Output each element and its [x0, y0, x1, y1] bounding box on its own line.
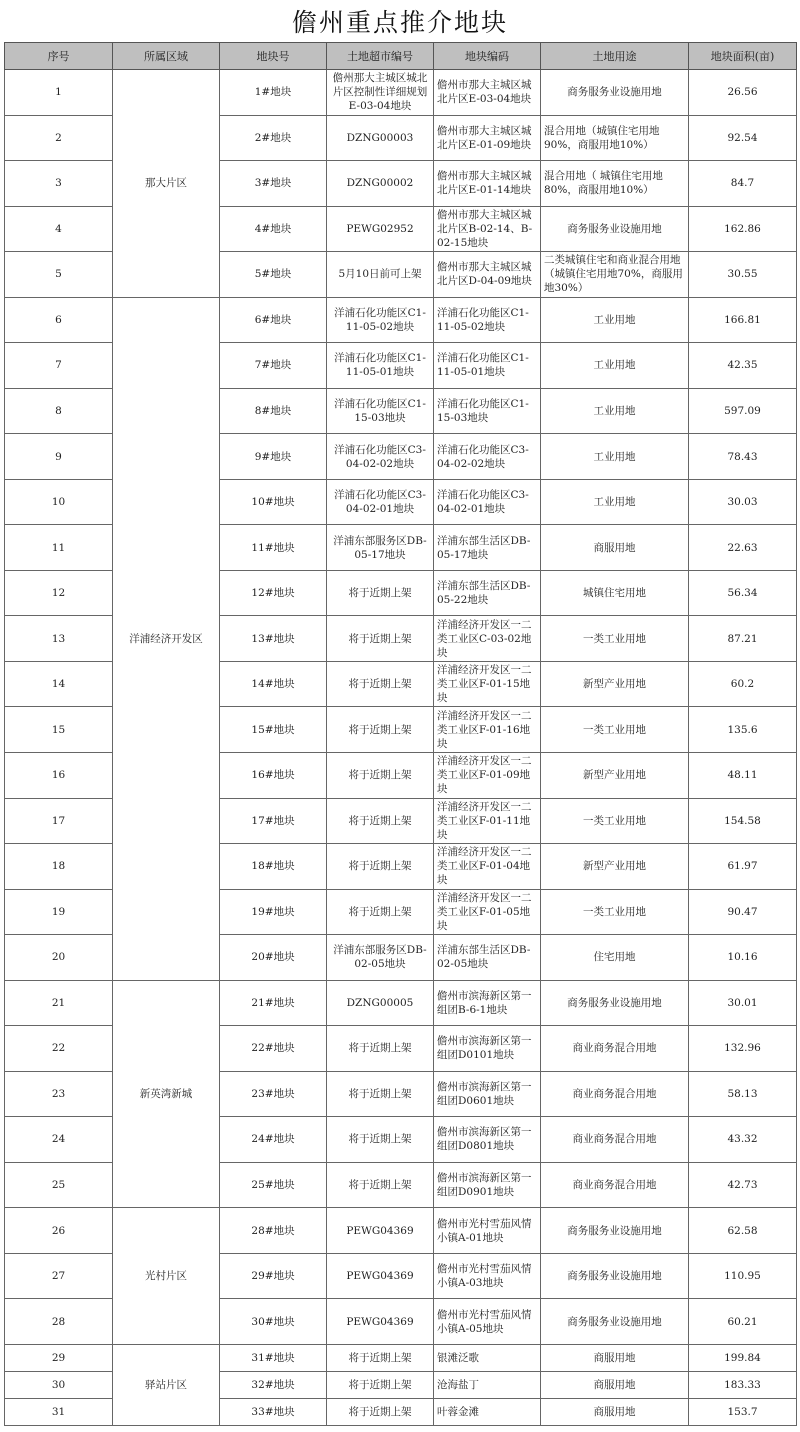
plot-code-cell: 沧海盐丁 — [434, 1371, 541, 1398]
plot-code-cell: 儋州市那大主城区城北片区E-01-14地块 — [434, 161, 541, 207]
market-code-cell: PEWG04369 — [327, 1299, 434, 1345]
row-no-cell: 7 — [5, 343, 113, 389]
plot-number-cell: 11#地块 — [220, 525, 327, 571]
market-code-cell: 将于近期上架 — [327, 1117, 434, 1163]
plot-number-cell: 17#地块 — [220, 798, 327, 844]
land-use-cell: 工业用地 — [541, 434, 689, 480]
plot-number-cell: 32#地块 — [220, 1371, 327, 1398]
area-cell: 61.97 — [689, 844, 797, 890]
market-code-cell: 将于近期上架 — [327, 616, 434, 662]
plot-number-cell: 28#地块 — [220, 1208, 327, 1254]
plot-code-cell: 洋浦石化功能区C1-11-05-02地块 — [434, 297, 541, 343]
plot-code-cell: 儋州市滨海新区第一组团D0601地块 — [434, 1071, 541, 1117]
plot-number-cell: 18#地块 — [220, 844, 327, 890]
plot-number-cell: 12#地块 — [220, 570, 327, 616]
plot-code-cell: 洋浦东部生活区DB-02-05地块 — [434, 935, 541, 981]
market-code-cell: 洋浦石化功能区C3-04-02-02地块 — [327, 434, 434, 480]
area-cell: 154.58 — [689, 798, 797, 844]
area-cell: 597.09 — [689, 388, 797, 434]
row-no-cell: 24 — [5, 1117, 113, 1163]
land-use-cell: 工业用地 — [541, 388, 689, 434]
area-cell: 92.54 — [689, 115, 797, 161]
row-no-cell: 2 — [5, 115, 113, 161]
plot-code-cell: 银滩泛歌 — [434, 1344, 541, 1371]
land-use-cell: 一类工业用地 — [541, 707, 689, 753]
area-cell: 30.03 — [689, 479, 797, 525]
land-use-cell: 一类工业用地 — [541, 798, 689, 844]
area-cell: 60.2 — [689, 661, 797, 707]
plot-code-cell: 洋浦经济开发区一二类工业区F-01-15地块 — [434, 661, 541, 707]
plot-number-cell: 30#地块 — [220, 1299, 327, 1345]
plot-code-cell: 儋州市光村雪茄风情小镇A-05地块 — [434, 1299, 541, 1345]
market-code-cell: 将于近期上架 — [327, 798, 434, 844]
area-cell: 84.7 — [689, 161, 797, 207]
row-no-cell: 16 — [5, 752, 113, 798]
market-code-cell: DZNG00002 — [327, 161, 434, 207]
area-cell: 132.96 — [689, 1026, 797, 1072]
area-cell: 43.32 — [689, 1117, 797, 1163]
row-no-cell: 31 — [5, 1398, 113, 1425]
plot-number-cell: 16#地块 — [220, 752, 327, 798]
plot-code-cell: 洋浦经济开发区一二类工业区C-03-02地块 — [434, 616, 541, 662]
plot-code-cell: 洋浦石化功能区C1-11-05-01地块 — [434, 343, 541, 389]
plot-code-cell: 儋州市滨海新区第一组团D0801地块 — [434, 1117, 541, 1163]
market-code-cell: 洋浦东部服务区DB-05-17地块 — [327, 525, 434, 571]
table-body — [5, 70, 797, 1426]
plot-code-cell: 叶蓉金滩 — [434, 1398, 541, 1425]
land-use-cell: 二类城镇住宅和商业混合用地（城镇住宅用地70%，商服用地30%） — [541, 252, 689, 298]
market-code-cell: 将于近期上架 — [327, 1344, 434, 1371]
area-cell: 87.21 — [689, 616, 797, 662]
land-use-cell: 住宅用地 — [541, 935, 689, 981]
land-plot-table — [4, 42, 797, 1426]
area-cell: 30.01 — [689, 980, 797, 1026]
row-no-cell: 14 — [5, 661, 113, 707]
region-cell: 洋浦经济开发区 — [113, 297, 220, 980]
plot-code-cell: 儋州市那大主城区城北片区B-02-14、B-02-15地块 — [434, 206, 541, 252]
market-code-cell: PEWG04369 — [327, 1253, 434, 1299]
plot-number-cell: 31#地块 — [220, 1344, 327, 1371]
table-row — [5, 70, 797, 116]
land-use-cell: 商业商务混合用地 — [541, 1117, 689, 1163]
land-use-cell: 商业商务混合用地 — [541, 1026, 689, 1072]
plot-number-cell: 21#地块 — [220, 980, 327, 1026]
row-no-cell: 18 — [5, 844, 113, 890]
land-use-cell: 商服用地 — [541, 1344, 689, 1371]
plot-number-cell: 23#地块 — [220, 1071, 327, 1117]
row-no-cell: 5 — [5, 252, 113, 298]
plot-number-cell: 3#地块 — [220, 161, 327, 207]
row-no-cell: 15 — [5, 707, 113, 753]
header-cell-region: 所属区域 — [113, 43, 220, 70]
row-no-cell: 1 — [5, 70, 113, 116]
row-no-cell: 12 — [5, 570, 113, 616]
land-use-cell: 一类工业用地 — [541, 616, 689, 662]
table-row — [5, 1344, 797, 1371]
plot-code-cell: 洋浦经济开发区一二类工业区F-01-04地块 — [434, 844, 541, 890]
area-cell: 183.33 — [689, 1371, 797, 1398]
page-title: 儋州重点推介地块 — [291, 8, 508, 37]
region-cell: 驿站片区 — [113, 1344, 220, 1425]
market-code-cell: 洋浦东部服务区DB-02-05地块 — [327, 935, 434, 981]
plot-number-cell: 8#地块 — [220, 388, 327, 434]
area-cell: 58.13 — [689, 1071, 797, 1117]
area-cell: 60.21 — [689, 1299, 797, 1345]
area-cell: 135.6 — [689, 707, 797, 753]
land-use-cell: 商服用地 — [541, 1371, 689, 1398]
market-code-cell: 将于近期上架 — [327, 1026, 434, 1072]
table-row — [5, 297, 797, 343]
row-no-cell: 11 — [5, 525, 113, 571]
plot-code-cell: 洋浦石化功能区C3-04-02-01地块 — [434, 479, 541, 525]
market-code-cell: 将于近期上架 — [327, 1398, 434, 1425]
market-code-cell: DZNG00005 — [327, 980, 434, 1026]
land-use-cell: 商服用地 — [541, 1398, 689, 1425]
land-use-cell: 新型产业用地 — [541, 661, 689, 707]
plot-number-cell: 4#地块 — [220, 206, 327, 252]
row-no-cell: 26 — [5, 1208, 113, 1254]
region-cell: 光村片区 — [113, 1208, 220, 1345]
area-cell: 62.58 — [689, 1208, 797, 1254]
plot-code-cell: 洋浦经济开发区一二类工业区F-01-09地块 — [434, 752, 541, 798]
area-cell: 166.81 — [689, 297, 797, 343]
plot-number-cell: 1#地块 — [220, 70, 327, 116]
market-code-cell: 将于近期上架 — [327, 661, 434, 707]
land-use-cell: 混合用地（ 城镇住宅用地80%，商服用地10%） — [541, 161, 689, 207]
land-use-cell: 商务服务业设施用地 — [541, 1253, 689, 1299]
market-code-cell: DZNG00003 — [327, 115, 434, 161]
plot-number-cell: 22#地块 — [220, 1026, 327, 1072]
market-code-cell: 将于近期上架 — [327, 570, 434, 616]
land-use-cell: 工业用地 — [541, 343, 689, 389]
land-use-cell: 城镇住宅用地 — [541, 570, 689, 616]
area-cell: 42.73 — [689, 1162, 797, 1208]
header-cell-plot-code: 地块编码 — [434, 43, 541, 70]
area-cell: 48.11 — [689, 752, 797, 798]
row-no-cell: 29 — [5, 1344, 113, 1371]
header-cell-land-use: 土地用途 — [541, 43, 689, 70]
row-no-cell: 9 — [5, 434, 113, 480]
area-cell: 42.35 — [689, 343, 797, 389]
land-use-cell: 工业用地 — [541, 297, 689, 343]
area-cell: 78.43 — [689, 434, 797, 480]
row-no-cell: 6 — [5, 297, 113, 343]
row-no-cell: 23 — [5, 1071, 113, 1117]
row-no-cell: 22 — [5, 1026, 113, 1072]
plot-number-cell: 29#地块 — [220, 1253, 327, 1299]
row-no-cell: 4 — [5, 206, 113, 252]
area-cell: 153.7 — [689, 1398, 797, 1425]
plot-number-cell: 24#地块 — [220, 1117, 327, 1163]
plot-code-cell: 儋州市滨海新区第一组团D0101地块 — [434, 1026, 541, 1072]
plot-number-cell: 13#地块 — [220, 616, 327, 662]
plot-number-cell: 6#地块 — [220, 297, 327, 343]
plot-code-cell: 洋浦经济开发区一二类工业区F-01-11地块 — [434, 798, 541, 844]
land-use-cell: 商业商务混合用地 — [541, 1071, 689, 1117]
table-row — [5, 1208, 797, 1254]
plot-number-cell: 33#地块 — [220, 1398, 327, 1425]
market-code-cell: 将于近期上架 — [327, 707, 434, 753]
land-use-cell: 商务服务业设施用地 — [541, 206, 689, 252]
plot-code-cell: 洋浦石化功能区C1-15-03地块 — [434, 388, 541, 434]
market-code-cell: 将于近期上架 — [327, 889, 434, 935]
header-cell-no: 序号 — [5, 43, 113, 70]
header-cell-plot: 地块号 — [220, 43, 327, 70]
header-cell-area: 地块面积(亩) — [689, 43, 797, 70]
plot-code-cell: 洋浦经济开发区一二类工业区F-01-05地块 — [434, 889, 541, 935]
market-code-cell: PEWG04369 — [327, 1208, 434, 1254]
market-code-cell: 洋浦石化功能区C1-11-05-01地块 — [327, 343, 434, 389]
area-cell: 56.34 — [689, 570, 797, 616]
plot-number-cell: 25#地块 — [220, 1162, 327, 1208]
plot-number-cell: 14#地块 — [220, 661, 327, 707]
land-use-cell: 商务服务业设施用地 — [541, 1299, 689, 1345]
area-cell: 26.56 — [689, 70, 797, 116]
plot-number-cell: 15#地块 — [220, 707, 327, 753]
row-no-cell: 8 — [5, 388, 113, 434]
land-use-cell: 商服用地 — [541, 525, 689, 571]
land-use-cell: 商业商务混合用地 — [541, 1162, 689, 1208]
market-code-cell: 5月10日前可上架 — [327, 252, 434, 298]
plot-code-cell: 儋州市那大主城区城北片区D-04-09地块 — [434, 252, 541, 298]
land-use-cell: 一类工业用地 — [541, 889, 689, 935]
row-no-cell: 28 — [5, 1299, 113, 1345]
area-cell: 22.63 — [689, 525, 797, 571]
market-code-cell: 儋州那大主城区城北片区控制性详细规划E-03-04地块 — [327, 70, 434, 116]
land-use-cell: 商务服务业设施用地 — [541, 1208, 689, 1254]
plot-number-cell: 19#地块 — [220, 889, 327, 935]
plot-code-cell: 儋州市滨海新区第一组团D0901地块 — [434, 1162, 541, 1208]
plot-number-cell: 10#地块 — [220, 479, 327, 525]
market-code-cell: 将于近期上架 — [327, 752, 434, 798]
land-use-cell: 新型产业用地 — [541, 752, 689, 798]
row-no-cell: 3 — [5, 161, 113, 207]
row-no-cell: 25 — [5, 1162, 113, 1208]
plot-number-cell: 5#地块 — [220, 252, 327, 298]
area-cell: 110.95 — [689, 1253, 797, 1299]
plot-code-cell: 儋州市光村雪茄风情小镇A-01地块 — [434, 1208, 541, 1254]
area-cell: 162.86 — [689, 206, 797, 252]
plot-number-cell: 9#地块 — [220, 434, 327, 480]
market-code-cell: PEWG02952 — [327, 206, 434, 252]
table-row — [5, 980, 797, 1026]
land-use-cell: 商务服务业设施用地 — [541, 980, 689, 1026]
plot-code-cell: 儋州市那大主城区城北片区E-01-09地块 — [434, 115, 541, 161]
area-cell: 199.84 — [689, 1344, 797, 1371]
table-header-row — [5, 43, 797, 70]
land-use-cell: 工业用地 — [541, 479, 689, 525]
row-no-cell: 19 — [5, 889, 113, 935]
market-code-cell: 洋浦石化功能区C1-15-03地块 — [327, 388, 434, 434]
row-no-cell: 30 — [5, 1371, 113, 1398]
market-code-cell: 洋浦石化功能区C3-04-02-01地块 — [327, 479, 434, 525]
area-cell: 30.55 — [689, 252, 797, 298]
plot-code-cell: 儋州市那大主城区城北片区E-03-04地块 — [434, 70, 541, 116]
plot-number-cell: 7#地块 — [220, 343, 327, 389]
area-cell: 10.16 — [689, 935, 797, 981]
plot-code-cell: 儋州市光村雪茄风情小镇A-03地块 — [434, 1253, 541, 1299]
land-use-cell: 混合用地（城镇住宅用地90%，商服用地10%） — [541, 115, 689, 161]
market-code-cell: 将于近期上架 — [327, 1162, 434, 1208]
market-code-cell: 将于近期上架 — [327, 1071, 434, 1117]
land-use-cell: 商务服务业设施用地 — [541, 70, 689, 116]
land-use-cell: 新型产业用地 — [541, 844, 689, 890]
market-code-cell: 将于近期上架 — [327, 844, 434, 890]
plot-code-cell: 洋浦东部生活区DB-05-17地块 — [434, 525, 541, 571]
region-cell: 那大片区 — [113, 70, 220, 298]
plot-code-cell: 洋浦经济开发区一二类工业区F-01-16地块 — [434, 707, 541, 753]
plot-code-cell: 儋州市滨海新区第一组团B-6-1地块 — [434, 980, 541, 1026]
region-cell: 新英湾新城 — [113, 980, 220, 1208]
row-no-cell: 27 — [5, 1253, 113, 1299]
plot-number-cell: 2#地块 — [220, 115, 327, 161]
row-no-cell: 17 — [5, 798, 113, 844]
row-no-cell: 21 — [5, 980, 113, 1026]
market-code-cell: 将于近期上架 — [327, 1371, 434, 1398]
header-cell-market-code: 土地超市编号 — [327, 43, 434, 70]
row-no-cell: 10 — [5, 479, 113, 525]
row-no-cell: 20 — [5, 935, 113, 981]
plot-code-cell: 洋浦东部生活区DB-05-22地块 — [434, 570, 541, 616]
plot-number-cell: 20#地块 — [220, 935, 327, 981]
row-no-cell: 13 — [5, 616, 113, 662]
area-cell: 90.47 — [689, 889, 797, 935]
plot-code-cell: 洋浦石化功能区C3-04-02-02地块 — [434, 434, 541, 480]
market-code-cell: 洋浦石化功能区C1-11-05-02地块 — [327, 297, 434, 343]
